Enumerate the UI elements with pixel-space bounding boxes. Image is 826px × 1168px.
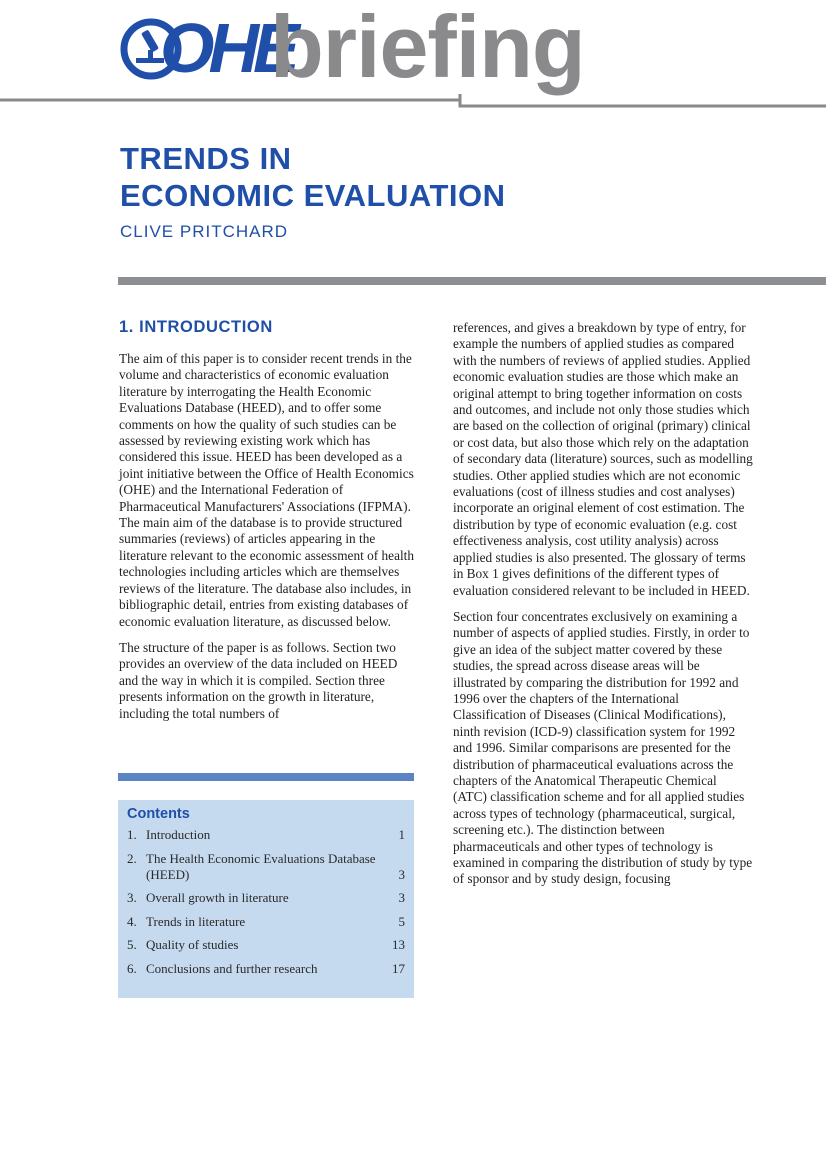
title-line-2: ECONOMIC EVALUATION	[120, 178, 506, 213]
toc-page: 13	[392, 937, 405, 952]
toc-label: Conclusions and further research	[146, 960, 318, 976]
toc-label: Trends in literature	[146, 913, 246, 929]
toc-number: 1.	[127, 827, 137, 842]
paragraph: The structure of the paper is as follows. Section two provides an overview of the data included on HEED and the way in which it is compiled. Section three presents information on the growth in literature, including the total numbers of	[119, 639, 398, 721]
section-heading: 1. INTRODUCTION	[119, 318, 273, 336]
page-title	[120, 140, 506, 214]
toc-item[interactable]	[127, 827, 405, 843]
contents-title: Contents	[127, 806, 190, 822]
toc-page: 1	[398, 827, 405, 842]
publication-name: briefing	[270, 0, 585, 96]
toc-page: 17	[392, 960, 405, 976]
toc-label: Introduction	[146, 827, 211, 842]
right-column	[453, 320, 753, 898]
paragraph: The aim of this paper is to consider recent trends in the volume and characteristics of economic evaluation literature by interrogating the Health Economic Evaluations Database (HEED), and to offer some comments on how the quality of such studies can be assessed by reviewing existing work which has considered this issue. HEED has been developed as a joint initiative between the Office of Health Economics (OHE) and the International Federation of Pharmaceutical Manufacturers' Associations (IFPMA). The main aim of the database is to provide structured summaries (reviews) of articles appearing in the literature relevant to the economic assessment of health technologies including articles which are themselves reviews of the literature. The database also includes, in bibliographic detail, entries from existing databases of economic evaluation literature, as discussed below.	[119, 351, 415, 629]
toc-number: 6.	[127, 960, 137, 976]
toc-page: 3	[398, 866, 405, 882]
toc-number: 2.	[127, 850, 137, 866]
brand-ohe: OHE	[160, 9, 294, 87]
toc-number: 5.	[127, 937, 137, 952]
paragraph: references, and gives a breakdown by type of entry, for example the numbers of applied studies as compared with the numbers of reviews of applied studies. Applied economic evaluation studies are those which make an original attempt to bring together information on costs and outcomes, and include not only those studies which are based on the collection of original (primary) clinical or cost data, but also those which rely on the adaptation of secondary data (literature) sources, such as modelling studies. Other applied studies which are not economic evaluations (cost of illness studies and cost analyses) incorporate an original element of cost estimation. The distribution by type of economic evaluation (e.g. cost effectiveness analysis, cost utility analysis) across applied studies is also presented. The glossary of terms in Box 1 gives definitions of the different types of evaluation considered relevant to be included in HEED.	[453, 320, 753, 598]
toc-label: The Health Economic Evaluations Database (HEED)	[146, 850, 376, 882]
title-line-1: TRENDS IN	[120, 141, 292, 176]
toc-page: 5	[398, 913, 405, 929]
title-rule	[118, 277, 826, 285]
masthead	[0, 0, 826, 110]
author-name: CLIVE PRITCHARD	[120, 222, 289, 241]
toc-page: 3	[398, 890, 405, 905]
toc-item[interactable]	[127, 851, 405, 883]
toc-number: 3.	[127, 890, 137, 905]
masthead-divider	[0, 94, 826, 108]
toc-label: Overall growth in literature	[146, 890, 289, 905]
toc-item[interactable]	[127, 961, 405, 977]
toc-item[interactable]	[127, 914, 405, 930]
toc-item[interactable]	[127, 890, 405, 906]
toc-label: Quality of studies	[146, 937, 239, 952]
toc-item[interactable]	[127, 937, 405, 953]
left-column	[119, 318, 417, 732]
toc-number: 4.	[127, 913, 137, 929]
contents-box	[118, 800, 414, 998]
paragraph: Section four concentrates exclusively on examining a number of aspects of applied studies. Firstly, in order to give an idea of the subject matter covered by these studies, the spread across disease areas will be illustrated by comparing the distribution for 1992 and 1996 over the chapters of the International Classification of Diseases (Clinical Modifications), ninth revision (ICD-9) classification system for 1992 and 1996. Similar comparisons are presented for the distribution of pharmaceutical evaluations across the chapters of the Anatomical Therapeutic Chemical (ATC) classification scheme and for all applied studies across types of technology (pharmaceutical, surgical, screening etc.). The distinction between pharmaceuticals and other types of technology is examined in comparing the distribution of study by type of sponsor and by study design, focusing	[453, 608, 753, 887]
contents-divider	[118, 773, 414, 781]
